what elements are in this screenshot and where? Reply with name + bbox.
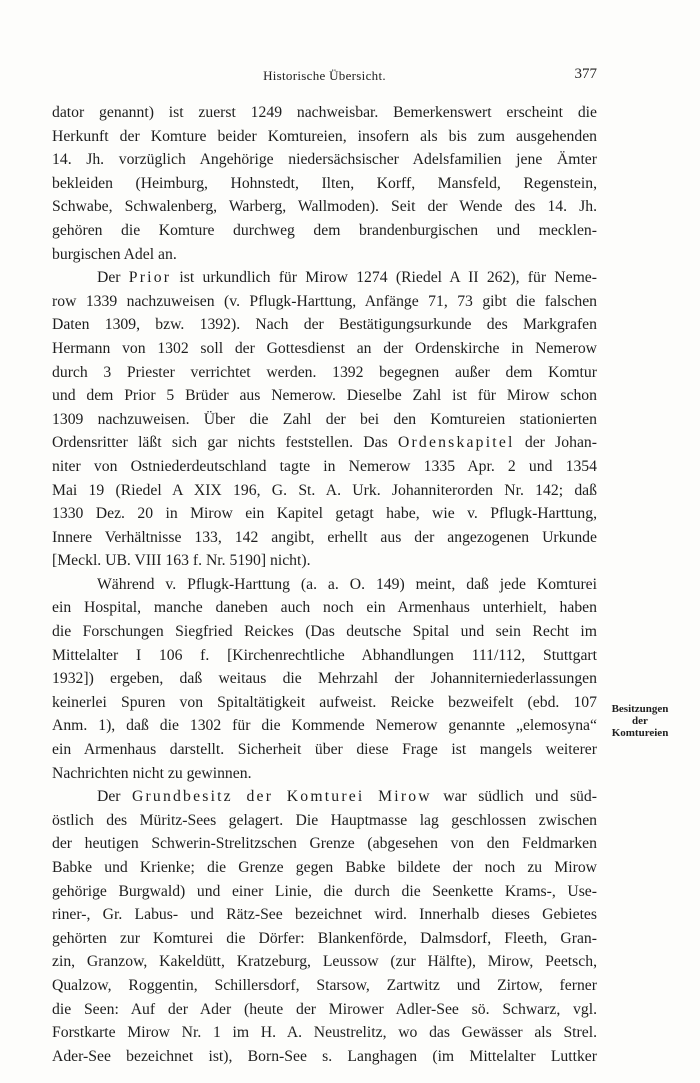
- text-line: Forstkarte Mirow Nr. 1 im H. A. Neustrelitz, wo das Gewässer als Strel.: [52, 1024, 597, 1042]
- page-number: 377: [574, 66, 597, 82]
- text-segment: ist urkundlich für Mirow 1274 (Riedel A II 262), für Neme-: [171, 269, 597, 287]
- text-line: [Meckl. UB. VIII 163 f. Nr. 5190] nicht).: [52, 552, 311, 570]
- text-line: die Forschungen Siegfried Reickes (Das deutsche Spital und sein Recht im: [52, 623, 597, 641]
- text-line: Schwabe, Schwalenberg, Warberg, Wallmoden). Seit der Wende des 14. Jh.: [52, 198, 597, 216]
- text-line: Qualzow, Roggentin, Schillersdorf, Starsow, Zartwitz und Zirtow, ferner: [52, 976, 597, 994]
- text-line: durch 3 Priester verrichtet werden. 1392 begegnen außer dem Komtur: [52, 363, 597, 381]
- text-line: [52, 785, 597, 809]
- body-text: [52, 101, 597, 1068]
- text-line: Mittelalter I 106 f. [Kirchenrechtliche Abhandlungen 111/112, Stuttgart: [52, 646, 597, 664]
- margin-note-line: Besitzungen: [611, 703, 669, 715]
- text-segment: der Johan-: [514, 434, 597, 452]
- text-line: Herkunft der Komture beider Komtureien, insofern als bis zum ausgehenden: [52, 127, 597, 145]
- text-line: Babke und Krienke; die Grenze gegen Babke bildete der noch zu Mirow: [52, 859, 597, 876]
- text-segment: Der: [97, 788, 132, 806]
- text-line: ein Hospital, manche daneben auch noch ein Armenhaus unterhielt, haben: [52, 599, 597, 617]
- text-line: gehörige Burgwald) und einer Linie, die durch die Seenkette Krams-, Use-: [52, 882, 597, 900]
- text-line: Nachrichten nicht zu gewinnen.: [52, 764, 252, 782]
- spaced-emphasis: Grundbesitz der Komturei Mirow: [131, 788, 432, 806]
- text-line: dator genannt) ist zuerst 1249 nachweisbar. Bemerkenswert erscheint die: [52, 104, 597, 121]
- text-line: Daten 1309, bzw. 1392). Nach der Bestätigungsurkunde des Markgrafen: [52, 316, 597, 334]
- text-line: 1932]) ergeben, daß weitaus die Mehrzahl der Johanniterniederlassungen: [52, 670, 597, 688]
- margin-note-line: der: [632, 715, 648, 727]
- text-line: die Seen: Auf der Ader (heute der Mirower Adler-See sö. Schwarz, vgl.: [52, 1000, 597, 1018]
- text-segment: war südlich und süd-: [431, 788, 597, 806]
- text-line: burgischen Adel an.: [52, 245, 177, 263]
- text-line: 1309 nachzuweisen. Über die Zahl der bei den Komtureien stationierten: [52, 410, 597, 428]
- text-line: [52, 431, 597, 455]
- spaced-emphasis: Prior: [128, 269, 172, 287]
- text-line: 14. Jh. vorzüglich Angehörige niedersächsischer Adelsfamilien jene Ämter: [52, 151, 597, 169]
- text-line: ein Armenhaus darstellt. Sicherheit über diese Frage ist mangels weiterer: [52, 741, 597, 759]
- running-title: Historische Übersicht.: [263, 68, 386, 83]
- text-line: Während v. Pflugk-Harttung (a. a. O. 149) meint, daß jede Komturei: [97, 575, 597, 593]
- text-line: und dem Prior 5 Brüder aus Nemerow. Dieselbe Zahl ist für Mirow schon: [52, 387, 597, 405]
- text-line: der heutigen Schwerin-Strelitzschen Grenze (abgesehen von den Feldmarken: [52, 835, 597, 853]
- text-line: gehörten zur Komturei die Dörfer: Blankenförde, Dalmsdorf, Fleeth, Gran-: [52, 929, 597, 947]
- text-line: Ader-See bezeichnet ist), Born-See s. Langhagen (im Mittelalter Luttker: [52, 1047, 597, 1065]
- text-segment: Der: [97, 269, 129, 287]
- margin-note: [602, 703, 678, 739]
- text-line: Mai 19 (Riedel A XIX 196, G. St. A. Urk. Johanniterorden Nr. 142; daß: [52, 481, 597, 499]
- text-segment: Ordensritter läßt sich gar nichts feststellen. Das: [52, 434, 398, 452]
- text-line: [52, 266, 597, 290]
- text-line: riner-, Gr. Labus- und Rätz-See bezeichnet wird. Innerhalb dieses Gebietes: [52, 906, 597, 924]
- text-line: niter von Ostniederdeutschland tagte in Nemerow 1335 Apr. 2 und 1354: [52, 457, 597, 475]
- page-header: [52, 68, 597, 88]
- text-line: row 1339 nachzuweisen (v. Pflugk-Harttung, Anfänge 71, 73 gibt die falschen: [52, 292, 597, 310]
- text-line: Hermann von 1302 soll der Gottesdienst an der Ordenskirche in Nemerow: [52, 339, 597, 357]
- text-line: Innere Verhältnisse 133, 142 angibt, erhellt aus der angezogenen Urkunde: [52, 528, 597, 546]
- text-line: bekleiden (Heimburg, Hohnstedt, Ilten, Korff, Mansfeld, Regenstein,: [52, 174, 597, 192]
- spaced-emphasis: Ordenskapitel: [397, 434, 515, 452]
- margin-note-line: Komtureien: [611, 727, 669, 739]
- text-line: östlich des Müritz-Sees gelagert. Die Hauptmasse lag geschlossen zwischen: [52, 811, 597, 829]
- text-line: 1330 Dez. 20 in Mirow ein Kapitel getagt habe, wie v. Pflugk-Harttung,: [52, 505, 597, 523]
- text-line: gehören die Komture durchweg dem brandenburgischen und mecklen-: [52, 221, 597, 239]
- text-line: Anm. 1), daß die 1302 für die Kommende Nemerow genannte „elemosyna“: [52, 717, 597, 735]
- text-line: zin, Granzow, Kakeldütt, Kratzeburg, Leussow (zur Hälfte), Mirow, Peetsch,: [52, 953, 597, 971]
- text-line: keinerlei Spuren von Spitaltätigkeit aufweist. Reicke bezweifelt (ebd. 107: [52, 693, 597, 711]
